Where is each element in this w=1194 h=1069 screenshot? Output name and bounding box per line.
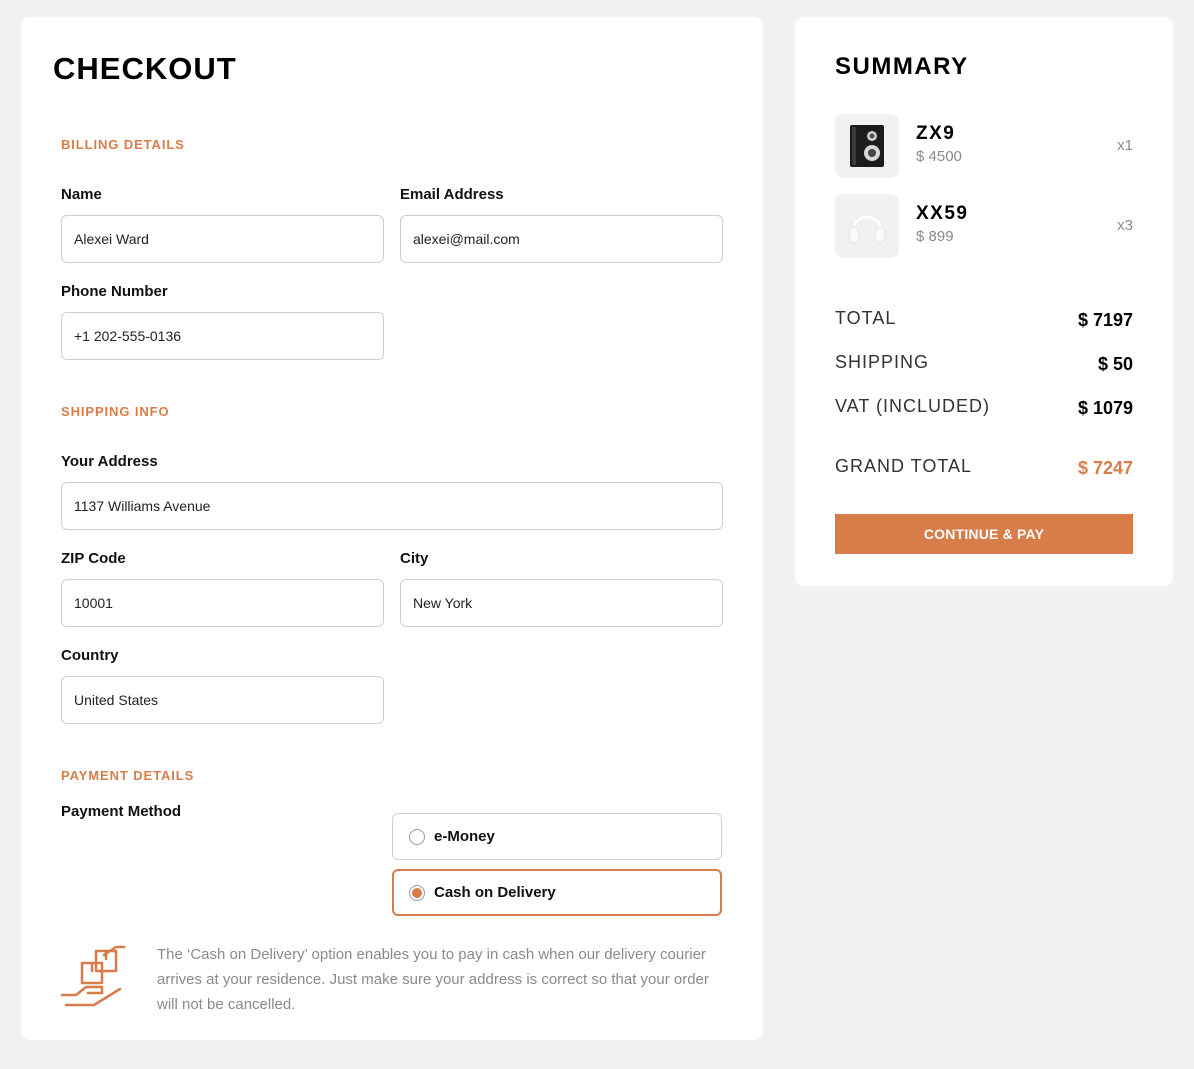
country-label: Country: [61, 647, 119, 664]
address-label: Your Address: [61, 453, 158, 470]
cart-item-quantity: x3: [1117, 217, 1133, 234]
page-title: CHECKOUT: [53, 51, 237, 86]
zip-input[interactable]: [61, 579, 384, 627]
country-input[interactable]: [61, 676, 384, 724]
phone-input[interactable]: [61, 312, 384, 360]
payment-method-label: Payment Method: [61, 803, 182, 820]
product-thumbnail: [835, 114, 899, 178]
shipping-label: SHIPPING: [835, 352, 930, 372]
cart-item-price: $ 4500: [916, 148, 962, 165]
continue-pay-button[interactable]: CONTINUE & PAY: [835, 514, 1133, 554]
radio-emoney-label: e-Money: [434, 828, 495, 845]
shipping-section-title: SHIPPING INFO: [61, 404, 170, 419]
billing-section-title: BILLING DETAILS: [61, 137, 185, 152]
product-thumbnail: [835, 194, 899, 258]
shipping-value: $ 50: [1097, 354, 1133, 374]
grand-total-value: $ 7247: [1077, 458, 1133, 478]
summary-title: SUMMARY: [835, 53, 969, 80]
vat-label: VAT (INCLUDED): [835, 396, 991, 416]
cart-item-name: XX59: [916, 203, 969, 224]
headphones-icon: [835, 194, 899, 258]
radio-cash-on-delivery[interactable]: [392, 869, 722, 916]
city-label: City: [400, 550, 429, 567]
grand-total-label: GRAND TOTAL: [835, 456, 973, 476]
email-label: Email Address: [400, 186, 504, 203]
radio-circle[interactable]: [409, 829, 425, 845]
checkout-form: [21, 17, 763, 1040]
order-summary: [795, 17, 1173, 586]
city-input[interactable]: [400, 579, 723, 627]
phone-label: Phone Number: [61, 283, 168, 300]
cart-item-price: $ 899: [916, 228, 954, 245]
cart-item: [835, 114, 1133, 178]
cart-item: [835, 194, 1133, 258]
cart-item-name: ZX9: [916, 123, 956, 144]
grand-total-row: [835, 456, 1133, 482]
shipping-row: [835, 352, 1133, 378]
speaker-icon: [835, 114, 899, 178]
zip-label: ZIP Code: [61, 550, 126, 567]
cart-item-quantity: x1: [1117, 137, 1133, 154]
vat-value: $ 1079: [1077, 398, 1133, 418]
name-input[interactable]: [61, 215, 384, 263]
cash-delivery-icon: [60, 945, 126, 1011]
cod-note: The ‘Cash on Delivery’ option enables you to pay in cash when our delivery courier arrives at your residence. Just make sure your address is correct so that your order will not be cancelled.: [157, 946, 709, 1013]
name-label: Name: [61, 186, 102, 203]
email-input[interactable]: [400, 215, 723, 263]
radio-emoney[interactable]: [392, 813, 722, 860]
total-row: [835, 308, 1133, 334]
total-label: TOTAL: [835, 308, 897, 328]
total-value: $ 7197: [1077, 310, 1133, 330]
payment-section-title: PAYMENT DETAILS: [61, 768, 195, 783]
radio-cod-label: Cash on Delivery: [434, 884, 556, 901]
radio-circle-selected[interactable]: [409, 885, 425, 901]
radio-dot: [412, 888, 422, 898]
address-input[interactable]: [61, 482, 723, 530]
vat-row: [835, 396, 1133, 422]
